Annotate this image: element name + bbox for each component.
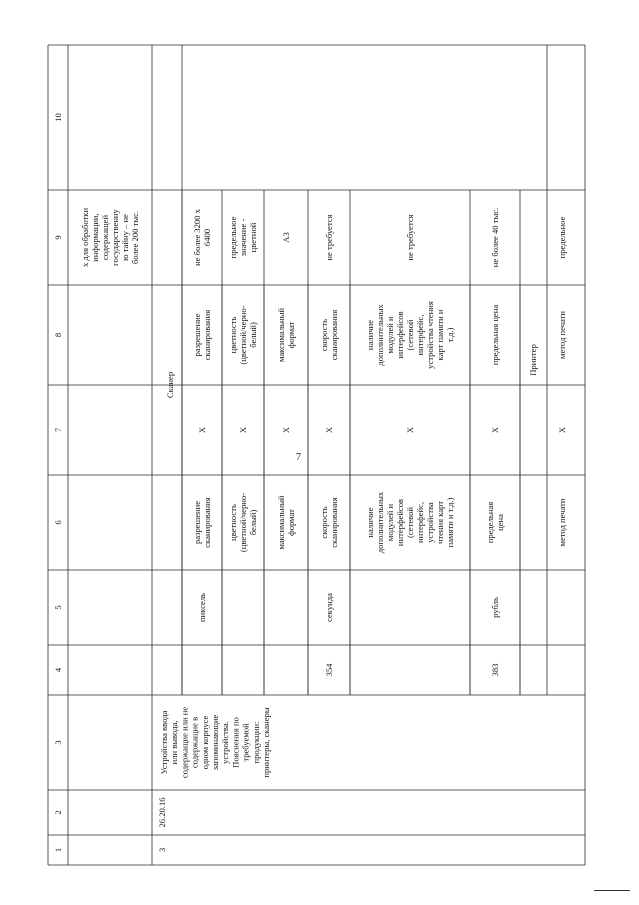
cell-char-name-2-line: предельная цена <box>490 304 500 366</box>
cell-value-line: не более 40 тыс. <box>490 207 500 268</box>
cell-char-name-line: максимальный <box>276 495 286 550</box>
cell-char-name-line: цветность <box>228 504 238 541</box>
cell-value-line: цветной <box>248 222 258 253</box>
cell-char-name <box>276 495 296 549</box>
column-number-line: 8 <box>53 332 63 338</box>
cell-char-name-2 <box>276 308 296 362</box>
column-number-line: 3 <box>53 740 63 745</box>
top-block-col9-line: х для обработки <box>80 207 90 268</box>
cell-x-mark-line: Х <box>490 426 500 434</box>
cell-unit <box>324 593 334 622</box>
cell-value-line: не требуется <box>405 214 415 261</box>
table-text <box>53 113 567 852</box>
cell-value-line: не требуется <box>324 214 334 261</box>
cell-code-line: 354 <box>324 663 334 677</box>
cell-value <box>557 216 567 258</box>
cell-char-name-line: чтения карт <box>435 501 445 544</box>
cell-char-name-2 <box>557 311 567 359</box>
cell-char-name-line: памяти и т.д.) <box>445 497 455 548</box>
cell-char-name-2-line: (сетевой <box>405 319 415 351</box>
column-number <box>53 113 63 122</box>
cell-char-name-2-line: цветность <box>228 316 238 354</box>
column-number <box>53 520 63 525</box>
cell-char-name-2-line: разрешение <box>192 313 202 357</box>
column-number <box>53 740 63 744</box>
product-name-line: содержащие или не <box>179 706 190 779</box>
cell-char-name <box>365 491 455 553</box>
cell-char-name-2-line: метод печати <box>557 311 567 359</box>
column-number-line: 1 <box>53 847 63 853</box>
cell-x-mark <box>557 426 567 433</box>
top-block-col9-line: государственну <box>110 209 120 266</box>
column-number-line: 6 <box>53 520 63 525</box>
column-number <box>53 333 63 337</box>
product-name-line: Пояснения по <box>230 717 241 768</box>
cell-char-name-line: интерфейс, <box>415 501 425 544</box>
cell-value <box>490 208 500 267</box>
cell-x-mark-line: Х <box>281 426 291 434</box>
cell-unit-line: рубль <box>490 597 500 618</box>
product-name-line: Устройства ввода <box>159 710 169 775</box>
cell-value-line: предельное <box>557 216 567 259</box>
cell-char-name-line: устройства <box>425 502 435 543</box>
cell-unit-line: секунда <box>324 593 334 622</box>
cell-char-name-2 <box>228 305 258 364</box>
okpd-code <box>157 797 167 828</box>
cell-unit-line: пиксель <box>197 592 207 623</box>
cell-value-line: предельное <box>228 216 238 259</box>
column-number-line: 5 <box>53 605 63 610</box>
cell-char-name-line: предельная <box>485 501 495 544</box>
product-name <box>159 707 271 779</box>
cell-char-name-line: дополнительных <box>375 491 385 554</box>
cell-char-name-2-line: интерфейсов <box>395 311 405 359</box>
cell-value <box>192 208 212 266</box>
product-name-line: запоминающие <box>210 714 220 771</box>
cell-x-mark-line: Х <box>557 426 567 434</box>
product-name-line: принтеры, сканеры <box>261 707 271 778</box>
cell-x-mark <box>324 426 334 433</box>
cell-char-name-line: модулей и <box>385 503 395 542</box>
cell-x-mark <box>238 426 248 433</box>
cell-char-name-2-line: белый) <box>248 322 258 348</box>
product-name-line: продукции: <box>250 721 261 764</box>
product-name-line: содержащие в <box>189 716 200 769</box>
top-block-col9 <box>80 208 140 267</box>
cell-char-name <box>192 497 212 547</box>
column-number-line: 4 <box>53 667 63 673</box>
cell-char-name-line: интерфейсов <box>395 498 405 547</box>
column-number <box>53 235 63 239</box>
cell-x-mark-line: Х <box>197 426 207 434</box>
cell-char-name-line: метод печати <box>557 498 567 547</box>
cell-x-mark <box>405 426 415 433</box>
cell-char-name-2-line: интерфейс, <box>415 314 425 356</box>
cell-value <box>324 214 334 260</box>
cell-code-line: 383 <box>490 663 500 677</box>
cell-value <box>405 214 415 260</box>
cell-unit <box>490 597 500 618</box>
page-number: 7 <box>296 452 301 463</box>
cell-x-mark-line: Х <box>238 426 248 434</box>
top-block-col9-line: информации, <box>90 213 100 262</box>
column-number <box>53 427 63 432</box>
cell-x-mark <box>281 426 291 433</box>
cell-x-mark <box>490 426 500 433</box>
cell-char-name-2-line: т.д.) <box>445 327 455 343</box>
cell-code <box>324 663 334 677</box>
column-number-line: 2 <box>53 810 63 815</box>
cell-char-name-2-line: дополнительных <box>375 304 385 366</box>
footer-line <box>594 890 630 891</box>
row-number <box>157 848 167 852</box>
scanner-header <box>165 372 175 398</box>
printer-header <box>528 344 538 376</box>
cell-value-line: значение - <box>238 218 248 257</box>
cell-char-name-2-line: карт памяти и <box>435 309 445 361</box>
cell-char-name-line: скорость <box>319 506 329 539</box>
cell-char-name-line: (сетевой <box>405 506 415 539</box>
cell-code <box>490 664 500 677</box>
scanner-header-line: Сканер <box>165 371 175 399</box>
cell-value <box>228 216 258 258</box>
cell-char-name-2 <box>319 310 339 360</box>
cell-x-mark-line: Х <box>324 426 334 434</box>
cell-char-name-2 <box>365 301 455 369</box>
cell-value-line: 6400 <box>202 228 212 247</box>
product-name-line: устройства. <box>220 721 231 764</box>
table-grid <box>48 45 585 865</box>
cell-char-name-2 <box>192 310 212 360</box>
cell-unit <box>197 593 207 622</box>
cell-char-name-line: сканирования <box>329 497 339 548</box>
cell-char-name-2-line: наличие <box>365 319 375 351</box>
cell-char-name <box>228 493 258 552</box>
cell-char-name-2-line: устройства чтения <box>425 301 435 369</box>
cell-char-name-2-line: скорость <box>319 318 329 352</box>
cell-char-name-line: сканирования <box>202 497 212 548</box>
cell-char-name <box>319 497 339 547</box>
cell-char-name <box>557 498 567 546</box>
cell-char-name-line: цена <box>495 514 505 531</box>
cell-char-name-line: (цветной/черно- <box>238 492 248 553</box>
column-number-line: 9 <box>53 235 63 240</box>
column-number <box>53 667 63 672</box>
cell-char-name-line: формат <box>286 509 296 536</box>
cell-x-mark <box>197 426 207 433</box>
cell-value-line: А3 <box>281 232 291 243</box>
cell-char-name-2-line: сканирования <box>202 309 212 361</box>
column-number-line: 7 <box>53 427 63 433</box>
cell-char-name-2 <box>490 305 500 366</box>
top-block-col9-line: содержащей <box>100 214 110 261</box>
cell-char-name <box>485 502 505 543</box>
cell-value-line: не более 3200 х <box>192 209 202 266</box>
cell-char-name-line: белый) <box>248 509 258 536</box>
row-number-line: 3 <box>157 847 167 853</box>
product-name-line: одном корпусе <box>199 715 210 770</box>
cell-char-name-2-line: формат <box>286 321 296 349</box>
product-name-line: или вывода, <box>169 720 180 765</box>
column-number <box>53 605 63 609</box>
top-block-col9-line: ю тайну – не <box>120 214 130 261</box>
column-number-line: 10 <box>53 113 63 122</box>
cell-value <box>281 232 291 243</box>
printer-header-line: Принтер <box>528 344 538 376</box>
cell-char-name-2-line: сканирования <box>329 309 339 361</box>
cell-x-mark-line: Х <box>405 426 415 434</box>
cell-char-name-2-line: (цветной/черно- <box>238 305 248 365</box>
cell-char-name-2-line: модулей и <box>385 316 395 354</box>
cell-char-name-line: наличие <box>365 507 375 538</box>
product-name-line: требуемой <box>240 723 251 762</box>
top-block-col9-line: более 200 тыс. <box>130 210 140 265</box>
column-number <box>53 848 63 852</box>
okpd-code-line: 26.20.16 <box>157 797 167 828</box>
cell-char-name-line: разрешение <box>192 500 202 545</box>
cell-char-name-2-line: максимальный <box>276 307 286 363</box>
column-number <box>53 810 63 814</box>
